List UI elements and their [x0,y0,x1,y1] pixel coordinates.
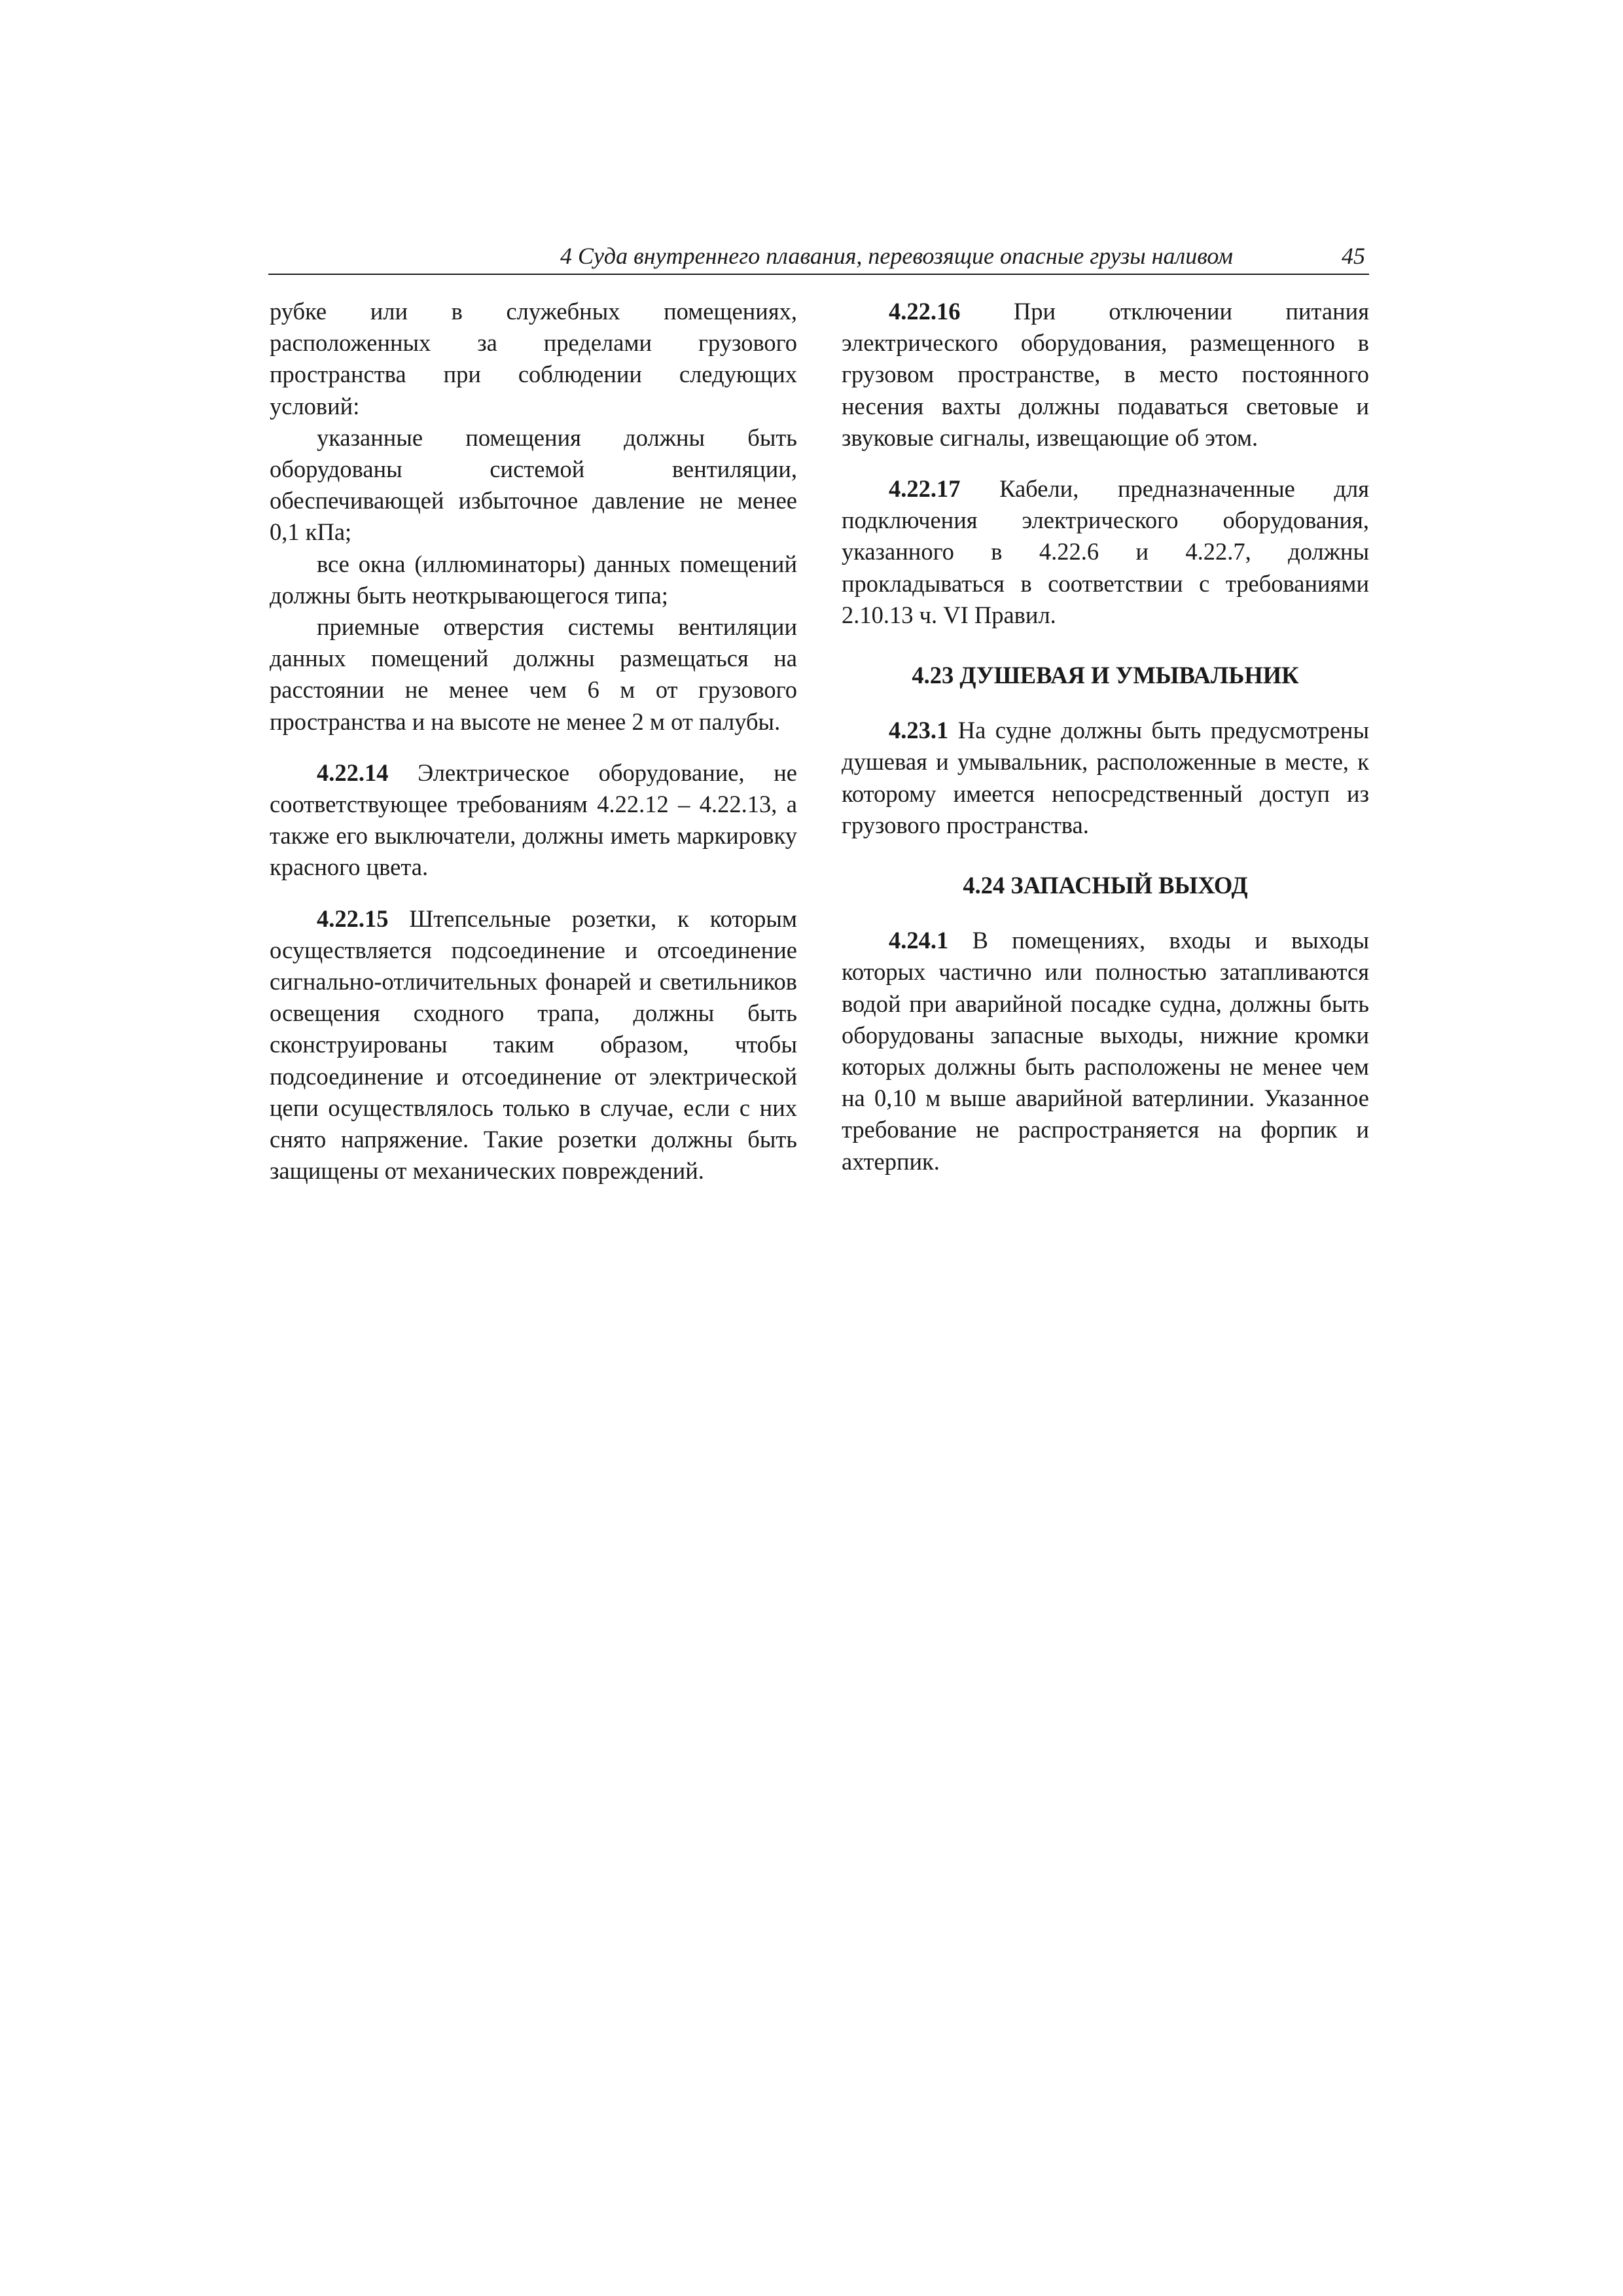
clause-number: 4.22.16 [889,298,961,325]
running-header [268,241,1369,275]
paragraph-4-22-17 [842,473,1369,631]
running-title: 4 Суда внутреннего плавания, перевозящие опасные грузы наливом [560,243,1233,269]
clause-text: В помещениях, входы и выходы которых частично или полностью затапливаются водой при аварийной посадке судна, должны быть оборудованы запасные выходы, нижние кромки которых должны быть расположены не менее чем на 0,10 м выше аварийной ватерлинии. Указанное требование не распространяется на форпик и ахтерпик. [842,927,1369,1175]
clause-number: 4.22.14 [317,759,389,786]
clause-number: 4.24.1 [889,927,949,954]
clause-text: При отключении питания электрического оборудования, размещенного в грузовом пространстве, в место постоянного несения вахты должны подаваться световые и звуковые сигналы, извещающие об этом. [842,298,1369,451]
paragraph-4-22-15 [270,903,797,1187]
clause-text: Электрическое оборудование, не соответствующее требованиям 4.22.12 – 4.22.13, а также его выключатели, должны иметь маркировку красного цвета. [270,759,797,881]
clause-text: Штепсельные розетки, к которым осуществляется подсоединение и отсоединение сигнально-отличительных фонарей и светильников освещения сходного трапа, должны быть сконструированы таким образом, чтобы подсоединение и отсоединение от электрической цепи осуществлялось только в случае, если с них снято напряжение. Такие розетки должны быть защищены от механических повреждений. [270,905,797,1185]
clause-number: 4.23.1 [889,717,949,744]
page-number: 45 [1342,243,1365,269]
paragraph-4-23-1 [842,715,1369,841]
right-column [842,296,1369,1177]
clause-number: 4.22.17 [889,475,961,503]
condition-item: все окна (иллюминаторы) данных помещений должны быть неоткрывающегося типа; [270,550,797,609]
clause-text: На судне должны быть предусмотрены душевая и умывальник, расположенные в месте, к которому имеется непосредственный доступ из грузового пространства. [842,717,1369,838]
paragraph-4-24-1 [842,925,1369,1177]
paragraph-4-22-14 [270,757,797,884]
clause-number: 4.22.15 [317,905,389,932]
condition-item: приемные отверстия системы вентиляции данных помещений должны размещаться на расстоянии не менее чем 6 м от грузового пространства и на высоте не менее 2 м от палубы. [270,613,797,735]
left-column [270,296,797,1187]
paragraph-4-22-16 [842,296,1369,454]
continuation-paragraph: рубке или в служебных помещениях, расположенных за пределами грузового пространства при соблюдении следующих условий: [270,298,797,420]
section-heading-4-23: 4.23 ДУШЕВАЯ И УМЫВАЛЬНИК [912,662,1299,689]
section-heading-4-24: 4.24 ЗАПАСНЫЙ ВЫХОД [963,872,1248,899]
clause-text: Кабели, предназначенные для подключения электрического оборудования, указанного в 4.22.6 и 4.22.7, должны прокладываться в соответствии с требованиями 2.10.13 ч. VI Правил. [842,475,1369,628]
condition-item: указанные помещения должны быть оборудованы системой вентиляции, обеспечивающей избыточное давление не менее 0,1 кПа; [270,423,797,546]
